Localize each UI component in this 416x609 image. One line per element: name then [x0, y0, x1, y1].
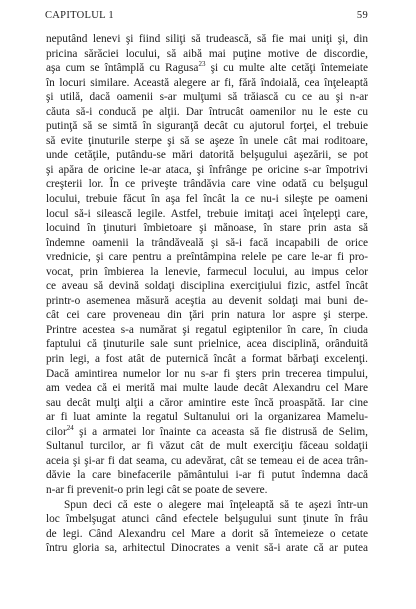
text-line-content: şi apăra de oricine le-ar ataca, şi înfrânge pe oricine s-ar împotrivi — [46, 163, 368, 176]
text-line — [46, 323, 368, 338]
text-line-content: creşterii lor. În ce priveşte trândăvia care vine odată cu belşugul — [46, 178, 368, 191]
text-line — [46, 177, 368, 192]
text-line-content: locul să-i silească legile. Astfel, trebuie imitaţi acei înţelepţi care, — [46, 207, 368, 220]
text-line — [46, 425, 368, 440]
text-line — [46, 527, 368, 542]
footnote-reference: 23 — [198, 60, 206, 69]
text-line-content: şi utilă, dacă oamenii s-ar mulţumi să trăiască cu ce au şi n-ar — [46, 91, 368, 104]
text-line-content: faptului că ţinuturile sale sunt prielnice, acea disciplină, orânduită — [46, 338, 368, 351]
text-line-content: am vedea că ei merită mai multe laude decât Alexandru cel Mare — [46, 382, 368, 395]
text-line-content: de legi. Când Alexandru cel Mare a dorit să întemeieze o cetate — [46, 527, 368, 540]
text-line — [46, 410, 368, 425]
text-line — [46, 337, 368, 352]
text-line-content: întru gloria sa, arhitectul Dinocrates a venit să-i arate că ar putea — [46, 542, 368, 555]
text-line — [46, 279, 368, 294]
text-line — [46, 541, 368, 556]
text-line-content: ar fi luat aminte la regatul Sultanului ori la organizarea Mamelu- — [46, 411, 368, 424]
text-line — [46, 192, 368, 207]
chapter-title: CAPITOLUL 1 — [45, 10, 114, 21]
text-line-content: căuta să-i conducă pe alţii. Dar întrucât oamenilor nu le este cu — [46, 105, 368, 118]
text-line — [46, 47, 368, 62]
text-line-content: Sultanul turcilor, ar fi văzut cât de mult exerciţiu făceau soldaţii — [46, 440, 368, 453]
text-line-content: loc îmbelşugat atunci când efectele belşugului sunt ţinute în frâu — [46, 513, 368, 526]
text-line-content: Printre acestea s-a numărat şi regatul egiptenilor în care, în ciuda — [46, 323, 368, 336]
text-line-content: cât cei care proveneau din ţări prin natura lor aspre şi sterpe. — [46, 309, 368, 322]
body-text — [46, 32, 368, 556]
text-line — [46, 105, 368, 120]
text-line — [46, 134, 368, 149]
text-line-content: unde cetăţile, putându-se mări datorită belşugului aşezării, se pot — [46, 149, 368, 162]
text-line — [46, 265, 368, 280]
text-line-content: în locuri similare. Această alegere ar fi, fără îndoială, cea înţeleaptă — [46, 76, 368, 89]
text-line — [46, 396, 368, 411]
text-line-content: vrednicie, şi care pentru a preîntâmpina relele pe care le-ar fi pro- — [46, 251, 368, 264]
text-line-content: să evite ţinuturile sterpe şi să se aşeze în unele cât mai roditoare, — [46, 134, 368, 147]
text-line-content: putinţă să se simtă în siguranţă decât cu ajutorul forţei, el trebuie — [46, 120, 368, 133]
text-line — [46, 163, 368, 178]
text-line — [46, 367, 368, 382]
text-line-content: aşa cum se întâmplă cu Ragusa — [46, 62, 199, 75]
text-line-content: dăvie la care binefacerile pământului i-ar fi putut îndemna dacă — [46, 469, 368, 482]
text-line-content: n-ar fi prevenit-o prin legi cât se poate de severe. — [46, 483, 268, 496]
text-line — [46, 207, 368, 222]
text-line — [46, 32, 368, 47]
text-line-content: pricina sărăciei locului, să aibă mai puţine motive de discordie, — [46, 47, 368, 60]
text-line — [46, 454, 368, 469]
text-line — [46, 76, 368, 91]
text-line — [46, 221, 368, 236]
text-line — [46, 512, 368, 527]
text-line — [46, 148, 368, 163]
text-line — [46, 483, 368, 498]
page-number: 59 — [356, 10, 368, 21]
text-line-content: îndemne oamenii la trândăveală şi să-i facă incapabili de orice — [46, 236, 368, 249]
text-line — [46, 352, 368, 367]
text-line — [46, 236, 368, 251]
text-line-content: Spun deci că este o alegere mai înţeleaptă să te aşezi într-un — [64, 498, 368, 511]
text-line-continuation: şi a armatei lor înainte ca aceasta să fie distrusă de Selim, — [73, 425, 368, 438]
text-line-content: locului, trebuie făcut în aşa fel încât la ce nu-i sileşte pe oameni — [46, 193, 368, 206]
text-line-content: neputând lenevi şi fiind siliţi să trudească, să fie mai uniţi şi, din — [46, 33, 368, 45]
text-line — [46, 61, 368, 76]
text-line — [46, 250, 368, 265]
text-line — [46, 119, 368, 134]
text-line — [46, 90, 368, 105]
text-line-content: printr-o asemenea măsură aceştia au devenit soldaţi mai buni de- — [46, 294, 368, 307]
text-line — [46, 498, 368, 513]
text-line — [46, 308, 368, 323]
text-line-continuation: şi cu multe alte cetăţi întemeiate — [205, 62, 369, 75]
text-line-content: vocat, prin îmbierea la lenevie, farmecul locului, au impus celor — [46, 265, 368, 278]
text-line-content: aceia şi şi-ar fi dat seama, cu adevărat, cât se temeau ei de acea trân- — [46, 454, 368, 467]
text-line-content: locuind în ţinuturi îmbietoare şi mănoase, în stare prin asta să — [46, 222, 368, 235]
text-line — [46, 439, 368, 454]
text-line-content: prin legi, a fost atât de puternică încât a format bărbaţi excelenţi. — [46, 353, 368, 366]
text-line-content: sau decât mulţi alţii a căror amintire este încă proaspătă. Iar cine — [46, 396, 368, 409]
text-line-content: Dacă amintirea numelor lor nu s-ar fi şters prin trecerea timpului, — [46, 367, 368, 380]
text-line-content: ce aveau să devină soldaţi disciplina exerciţiului fizic, astfel încât — [46, 280, 368, 293]
text-line — [46, 294, 368, 309]
text-line-content: cilor — [46, 425, 67, 438]
footnote-reference: 24 — [66, 424, 74, 432]
text-line — [46, 381, 368, 396]
text-line — [46, 468, 368, 483]
